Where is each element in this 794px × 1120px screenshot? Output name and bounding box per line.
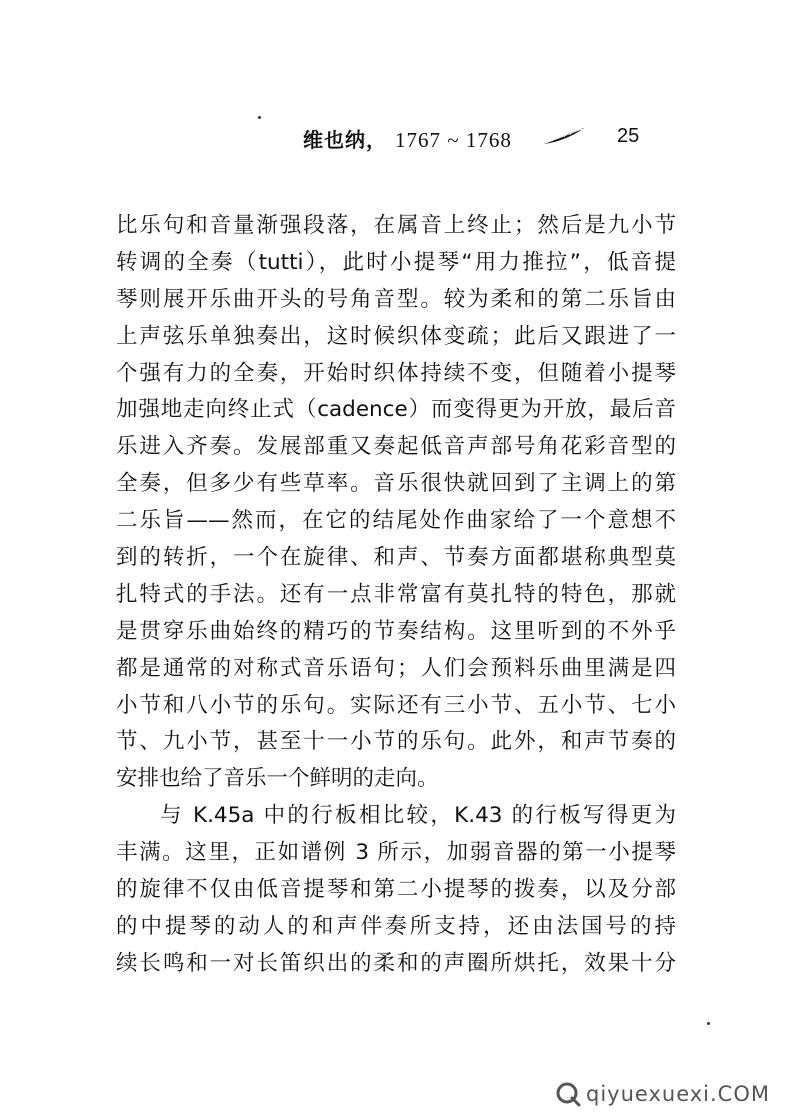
text-line: 转调的全奏（tutti），此时小提琴“用力推拉”，低音提: [116, 249, 676, 275]
text-line: 比乐句和音量渐强段落，在属音上终止；然后是九小节: [116, 213, 676, 238]
text-line: 二乐旨——然而，在它的结尾处作曲家给了一个意想不: [116, 508, 676, 534]
text-line: 琴则展开乐曲开头的号角音型。较为柔和的第二乐旨由: [116, 286, 676, 312]
scan-speck: [258, 116, 261, 119]
text-line: 扎特式的手法。还有一点非常富有莫扎特的特色，那就: [116, 581, 676, 607]
text-line: 是贯穿乐曲始终的精巧的节奏结构。这里听到的不外乎: [116, 618, 676, 644]
watermark-text: qiyuexuexi.COM: [586, 1082, 770, 1106]
text-line: 上声弦乐单独奏出，这时候织体变疏；此后又跟进了一: [116, 323, 676, 349]
text-line: 个强有力的全奏，开始时织体持续不变，但随着小提琴: [116, 360, 676, 386]
body-text: [116, 208, 676, 983]
quill-feather-icon: [542, 126, 586, 146]
text-line: 乐进入齐奏。发展部重又奏起低音声部号角花彩音型的: [116, 434, 676, 460]
text-line: 续长鸣和一对长笛织出的柔和的声圈所烘托，效果十分: [116, 950, 676, 976]
running-title-text: 维也纳，: [303, 128, 387, 152]
text-line: 到的转折，一个在旋律、和声、节奏方面都堪称典型莫: [116, 545, 676, 571]
text-line: 小节和八小节的乐句。实际还有三小节、五小节、七小: [116, 692, 676, 718]
page-number: 25: [617, 125, 640, 147]
text-line-paragraph-end: 安排也给了音乐一个鲜明的走向。: [116, 766, 439, 792]
text-line: 全奏，但多少有些草率。音乐很快就回到了主调上的第: [116, 471, 676, 497]
text-line: 的中提琴的动人的和声伴奏所支持，还由法国号的持: [116, 913, 676, 939]
site-watermark: [554, 1080, 770, 1108]
scan-speck: [707, 1022, 710, 1025]
text-line: 丰满。这里，正如谱例 3 所示，加弱音器的第一小提琴: [116, 840, 676, 866]
text-line: 都是通常的对称式音乐语句；人们会预料乐曲里满是四: [116, 655, 676, 681]
q-logo-icon: [554, 1080, 582, 1108]
text-line: 的旋律不仅由低音提琴和第二小提琴的拨奏，以及分部: [116, 877, 676, 903]
text-line: 加强地走向终止式（cadence）而变得更为开放，最后音: [116, 397, 676, 423]
page-header: [0, 124, 794, 154]
text-line-paragraph-start: 与 K.45a 中的行板相比较，K.43 的行板写得更为: [160, 803, 676, 829]
text-line: 节、九小节，甚至十一小节的乐句。此外，和声节奏的: [116, 729, 676, 755]
running-title: [303, 124, 512, 153]
running-title-years: 1767 ~ 1768: [394, 128, 512, 152]
